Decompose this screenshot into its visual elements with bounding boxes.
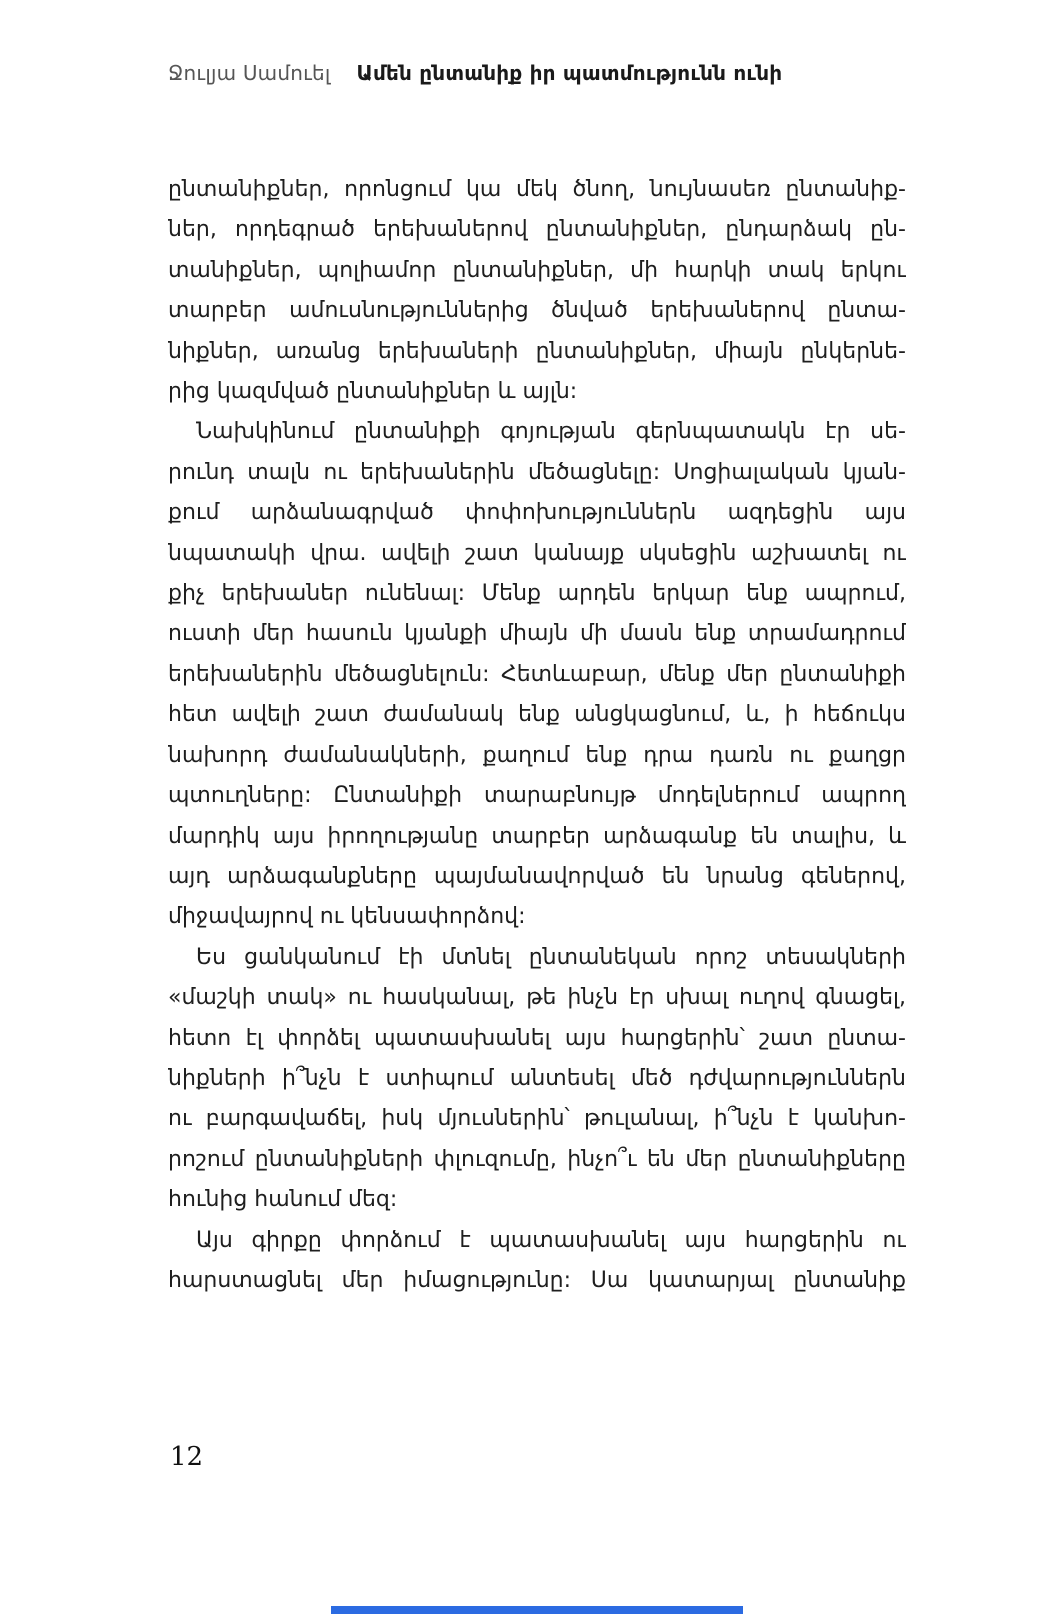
text-line: հարստացնել մեր իմացությունը: Սա կատարյալ ընտանիք: [168, 1267, 906, 1293]
text-line: րից կազմված ընտանիքներ և այլն:: [168, 379, 578, 405]
text-line: նախորդ ժամանակների, քաղում ենք դրա դառն ու քաղցր: [168, 742, 906, 768]
text-line: րոշում ընտանիքների փլուզումը, ինչո՞ւ են մեր ընտանիքները: [168, 1146, 906, 1172]
text-line: երեխաներին մեծացնելուն: Հետևաբար, մենք մեր ընտանիքի: [168, 661, 906, 687]
paragraph: [168, 170, 906, 412]
text-line: ու բարգավաճել, իսկ մյուսներին՝ թուլանալ, ի՞նչն է կանխո-: [168, 1106, 906, 1132]
text-line: «մաշկի տակ» ու հասկանալ, թե ինչն էր սխալ ուղով գնացել,: [168, 985, 906, 1011]
text-line: մարդիկ այս իրողությանը տարբեր արձագանք են տալիս, և: [168, 823, 906, 849]
text-line: հետո էլ փորձել պատասխանել այս հարցերին՝ շատ ընտա-: [168, 1025, 906, 1051]
text-line: նիքների ի՞նչն է ստիպում անտեսել մեծ դժվարություններն: [168, 1065, 906, 1091]
text-line: քում արձանագրված փոփոխություններն ազդեցին այս: [168, 500, 906, 526]
text-line: ընտանիքներ, որոնցում կա մեկ ծնող, նույնասեռ ընտանիք-: [168, 177, 906, 202]
paragraph: [168, 1221, 906, 1302]
text-line: հունից հանում մեզ:: [168, 1187, 398, 1213]
paragraph: [168, 938, 906, 1221]
text-line: տարբեր ամուսնություններից ծնված երեխաներով ընտա-: [168, 298, 906, 324]
text-line: այդ արձագանքները պայմանավորված են նրանց գեներով,: [168, 863, 906, 889]
text-line: միջավայրով ու կենսափորձով:: [168, 904, 526, 930]
text-line: հետ ավելի շատ ժամանակ ենք անցկացնում, և, ի հեճուկս: [168, 702, 906, 728]
text-line: քիչ երեխաներ ունենալ: Մենք արդեն երկար ենք ապրում,: [168, 581, 906, 607]
text-line: ներ, որդեգրած երեխաներով ընտանիքներ, ընդարձակ ըն-: [168, 217, 906, 243]
author-name: Ջուլյա Սամուել: [168, 61, 331, 85]
text-line: Նախկինում ընտանիքի գոյության գերնպատակն էր սե-: [196, 419, 906, 445]
text-line: նիքներ, առանց երեխաների ընտանիքներ, միայն ընկերնե-: [168, 338, 906, 364]
text-line: ուստի մեր հասուն կյանքի միայն մի մասն ենք տրամադրում: [168, 621, 906, 647]
paragraph: [168, 412, 906, 937]
text-line: րունդ տալն ու երեխաներին մեծացնելը: Սոցիալական կյան-: [168, 459, 906, 485]
running-head: [168, 60, 908, 86]
book-title: Ամեն ընտանիք իր պատմությունն ունի: [356, 61, 783, 85]
text-line: պտուղները: Ընտանիքի տարաբնույթ մոդելներում ապրող: [168, 783, 906, 809]
text-line: տանիքներ, պոլիամոր ընտանիքներ, մի հարկի տակ երկու: [168, 257, 906, 283]
text-line: Այս գիրքը փորձում է պատասխանել այս հարցերին ու: [196, 1227, 906, 1253]
text-line: նպատակի վրա. ավելի շատ կանայք սկսեցին աշխատել ու: [168, 540, 906, 566]
bottom-blue-bar: [331, 1606, 743, 1614]
page-number: 12: [170, 1442, 204, 1472]
text-line: Ես ցանկանում էի մտնել ընտանեկան որոշ տեսակների: [196, 944, 906, 970]
body-text: [168, 170, 906, 1301]
